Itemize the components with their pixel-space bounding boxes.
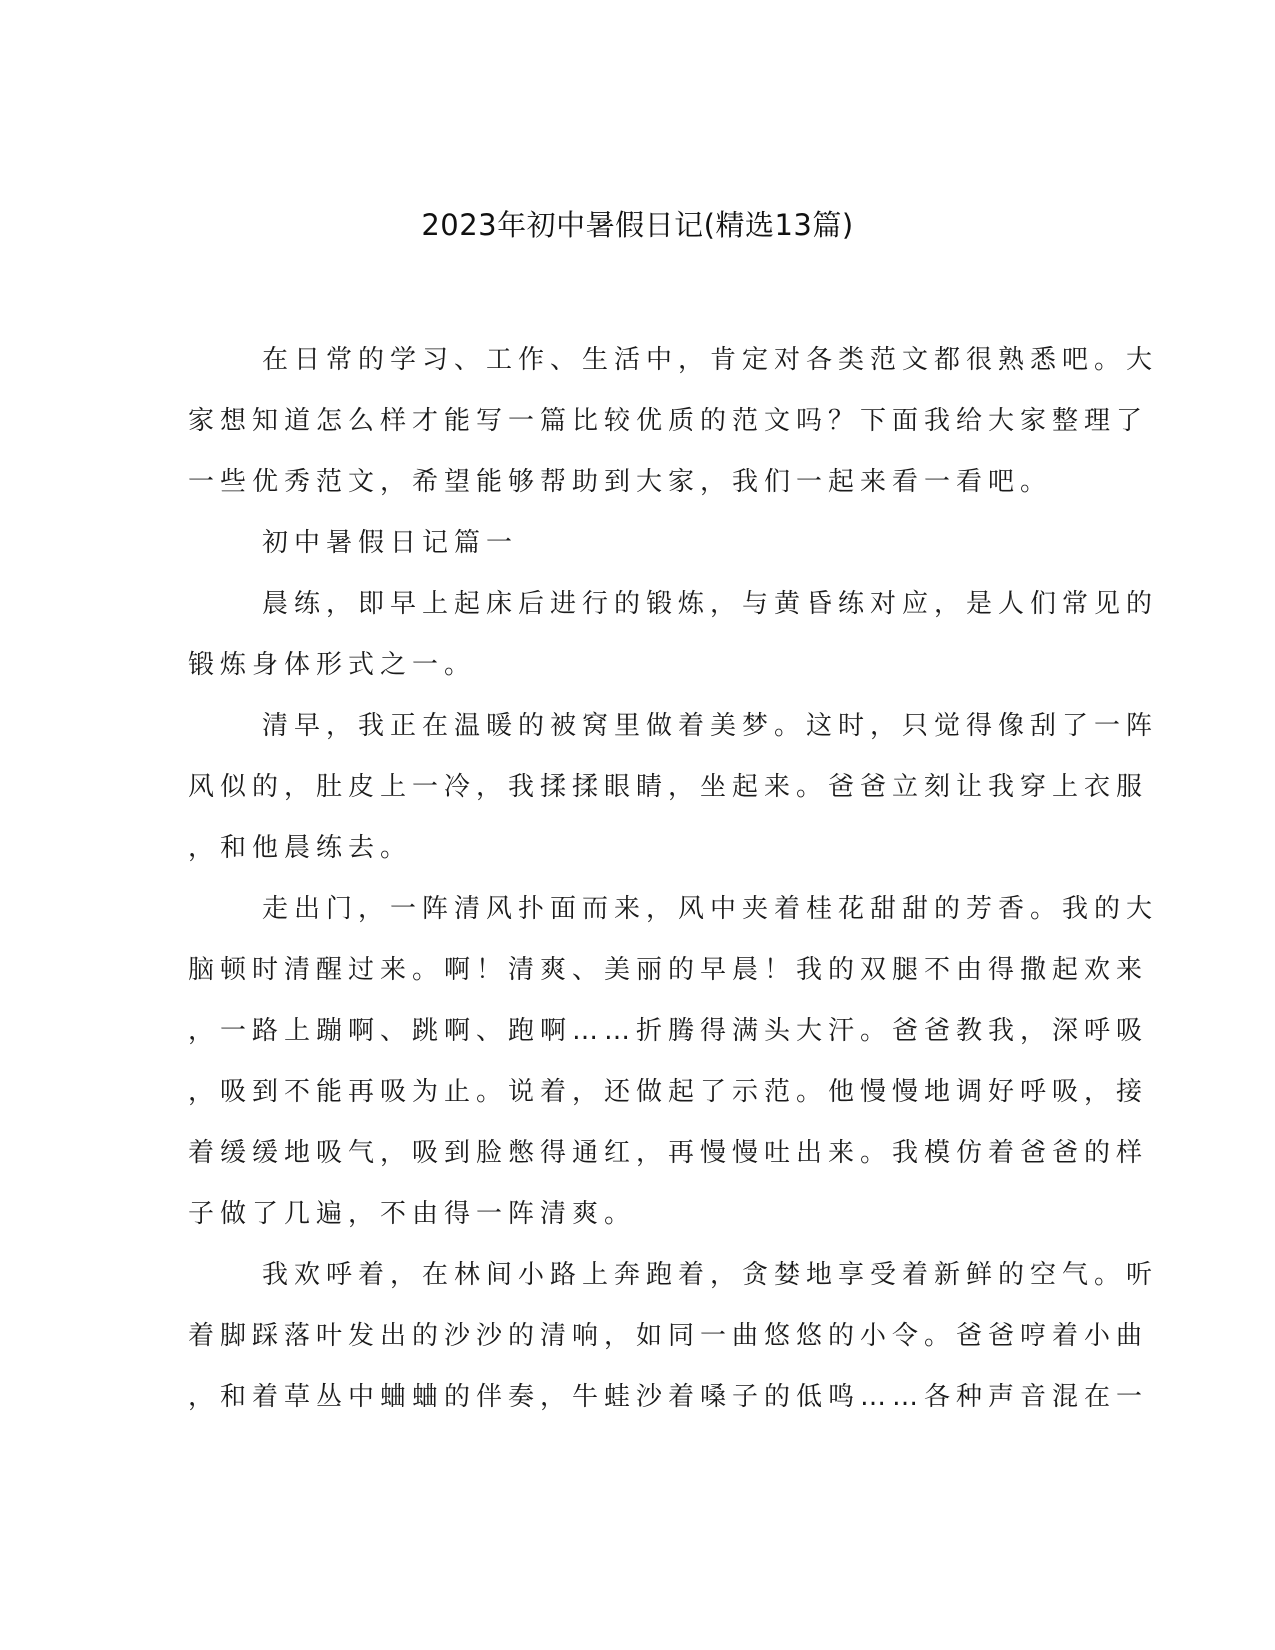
- text-line: 风似的，肚皮上一冷，我揉揉眼睛，坐起来。爸爸立刻让我穿上衣服: [188, 772, 1149, 802]
- text-line: 在日常的学习、工作、生活中，肯定对各类范文都很熟悉吧。大: [262, 345, 1159, 375]
- paragraph-intro: [188, 330, 1159, 513]
- text-line: 家想知道怎么样才能写一篇比较优质的范文吗？下面我给大家整理了: [188, 406, 1149, 436]
- text-line: 一些优秀范文，希望能够帮助到大家，我们一起来看一看吧。: [188, 467, 1053, 497]
- section-heading: [188, 513, 1070, 574]
- paragraph-forest-path: [188, 1245, 1159, 1428]
- text-line: 初中暑假日记篇一: [262, 528, 519, 558]
- text-line: 子做了几遍，不由得一阵清爽。: [188, 1199, 637, 1229]
- document-body: [188, 330, 1159, 1428]
- text-line: 着缓缓地吸气，吸到脸憋得通红，再慢慢吐出来。我模仿着爸爸的样: [188, 1138, 1149, 1168]
- text-line: ，一路上蹦啊、跳啊、跑啊……折腾得满头大汗。爸爸教我，深呼吸: [188, 1016, 1149, 1046]
- document-title: 2023年初中暑假日记(精选13篇): [421, 208, 854, 242]
- text-line: 清早，我正在温暖的被窝里做着美梦。这时，只觉得像刮了一阵: [262, 711, 1159, 741]
- text-line: 走出门，一阵清风扑面而来，风中夹着桂花甜甜的芳香。我的大: [262, 894, 1159, 924]
- text-line: ，吸到不能再吸为止。说着，还做起了示范。他慢慢地调好呼吸，接: [188, 1077, 1149, 1107]
- text-line: 脑顿时清醒过来。啊！清爽、美丽的早晨！我的双腿不由得撒起欢来: [188, 955, 1149, 985]
- text-line: 锻炼身体形式之一。: [188, 650, 477, 680]
- text-line: 晨练，即早上起床后进行的锻炼，与黄昏练对应，是人们常见的: [262, 589, 1159, 619]
- text-line: ，和着草丛中蛐蛐的伴奏，牛蛙沙着嗓子的低鸣……各种声音混在一: [188, 1382, 1149, 1412]
- text-line: 着脚踩落叶发出的沙沙的清响，如同一曲悠悠的小令。爸爸哼着小曲: [188, 1321, 1149, 1351]
- text-line: ，和他晨练去。: [188, 833, 413, 863]
- text-line: 我欢呼着，在林间小路上奔跑着，贪婪地享受着新鲜的空气。听: [262, 1260, 1159, 1290]
- paragraph-morning: [188, 696, 1159, 879]
- paragraph-definition: [188, 574, 1159, 696]
- paragraph-outdoors: [188, 879, 1159, 1245]
